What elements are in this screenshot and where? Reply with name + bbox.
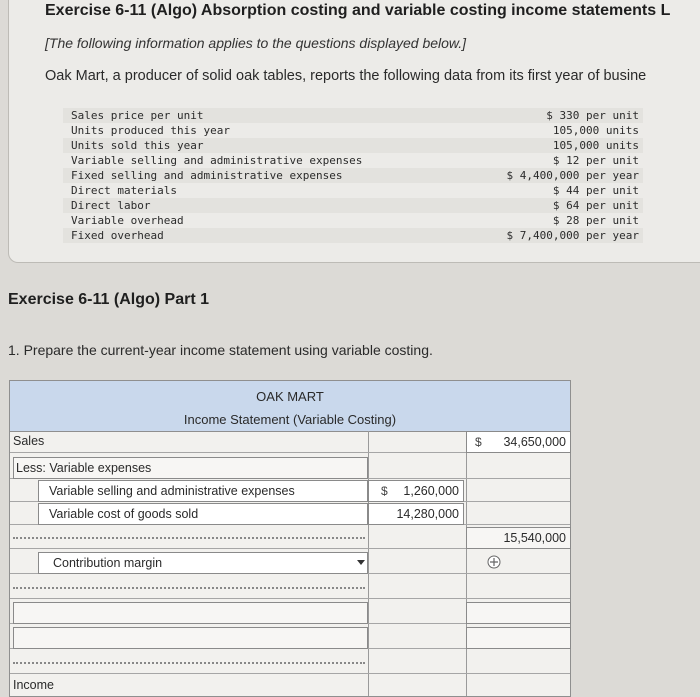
chevron-down-icon [357, 560, 365, 565]
sales-amount: 34,650,000 [503, 435, 566, 449]
blank-label-input[interactable] [13, 602, 368, 624]
income-statement-form [9, 380, 571, 697]
empty-row [10, 602, 570, 624]
data-label: Sales price per unit [71, 109, 204, 122]
company-name: OAK MART [256, 389, 324, 404]
exercise-intro-panel [8, 0, 700, 263]
statement-header [10, 381, 570, 432]
data-label: Fixed overhead [71, 229, 164, 242]
variable-selling-admin-amount: 1,260,000 [403, 484, 459, 498]
data-label: Units produced this year [71, 124, 230, 137]
variable-cogs-label: Variable cost of goods sold [49, 507, 199, 521]
data-value: 105,000 units [552, 124, 639, 137]
blank-label-input[interactable] [13, 627, 368, 649]
less-variable-expenses-input[interactable] [13, 457, 368, 479]
variable-selling-admin-row [10, 480, 570, 502]
variable-cogs-amount-input[interactable] [368, 503, 464, 525]
data-value: $ 7,400,000 per year [506, 229, 639, 242]
variable-selling-admin-label-input[interactable] [38, 480, 368, 502]
data-row [63, 123, 643, 138]
info-note: [The following information applies to the questions displayed below.] [45, 35, 467, 51]
data-value: $ 44 per unit [552, 184, 639, 197]
variable-selling-admin-label: Variable selling and administrative expenses [49, 484, 295, 498]
separator [13, 537, 365, 539]
data-row [63, 138, 643, 153]
separator [13, 662, 365, 664]
dollar-sign: $ [381, 484, 388, 498]
given-data-table [63, 108, 643, 243]
data-value: $ 28 per unit [552, 214, 639, 227]
data-row [63, 198, 643, 213]
sales-amount-input[interactable] [466, 431, 571, 453]
income-label: Income [13, 678, 54, 692]
data-value: $ 12 per unit [552, 154, 639, 167]
less-variable-expenses-label: Less: Variable expenses [16, 461, 152, 475]
empty-row [10, 577, 570, 599]
exercise-title: Exercise 6-11 (Algo) Absorption costing and variable costing income statements L [45, 2, 671, 19]
data-value: $ 4,400,000 per year [506, 169, 639, 182]
blank-amount-input[interactable] [466, 627, 571, 649]
data-value: 105,000 units [552, 139, 639, 152]
contribution-margin-label: Contribution margin [53, 556, 163, 570]
total-variable-expenses-input[interactable] [466, 527, 571, 549]
data-row [63, 153, 643, 168]
total-variable-expenses-row [10, 527, 570, 549]
total-variable-expenses-amount: 15,540,000 [503, 531, 566, 545]
variable-cogs-amount: 14,280,000 [396, 507, 459, 521]
data-row [63, 228, 643, 243]
empty-row [10, 652, 570, 674]
move-cursor-icon [487, 555, 501, 569]
data-label: Units sold this year [71, 139, 204, 152]
data-row [63, 183, 643, 198]
data-row [63, 108, 643, 123]
question-text: 1. Prepare the current-year income statement using variable costing. [8, 342, 433, 358]
data-label: Variable selling and administrative expenses [71, 154, 363, 167]
statement-title: Income Statement (Variable Costing) [183, 412, 397, 427]
part-title: Exercise 6-11 (Algo) Part 1 [8, 291, 209, 308]
variable-cogs-row [10, 503, 570, 525]
sales-label: Sales [13, 434, 45, 448]
data-label: Variable overhead [71, 214, 184, 227]
data-label: Direct materials [71, 184, 177, 197]
dollar-sign: $ [475, 435, 482, 449]
sales-row [10, 431, 570, 453]
data-value: $ 330 per unit [546, 109, 639, 122]
income-row [10, 675, 570, 696]
data-label: Direct labor [71, 199, 151, 212]
variable-cogs-label-input[interactable] [38, 503, 368, 525]
intro-sentence: Oak Mart, a producer of solid oak tables, reports the following data from its first year of busine [45, 68, 647, 84]
variable-selling-admin-amount-input[interactable] [368, 480, 464, 502]
data-label: Fixed selling and administrative expenses [71, 169, 343, 182]
less-variable-expenses-row [10, 457, 570, 479]
blank-amount-input[interactable] [466, 602, 571, 624]
data-row [63, 168, 643, 183]
separator [13, 587, 365, 589]
contribution-margin-row [10, 552, 570, 574]
contribution-margin-select[interactable] [38, 552, 368, 574]
data-value: $ 64 per unit [552, 199, 639, 212]
empty-row [10, 627, 570, 649]
data-row [63, 213, 643, 228]
